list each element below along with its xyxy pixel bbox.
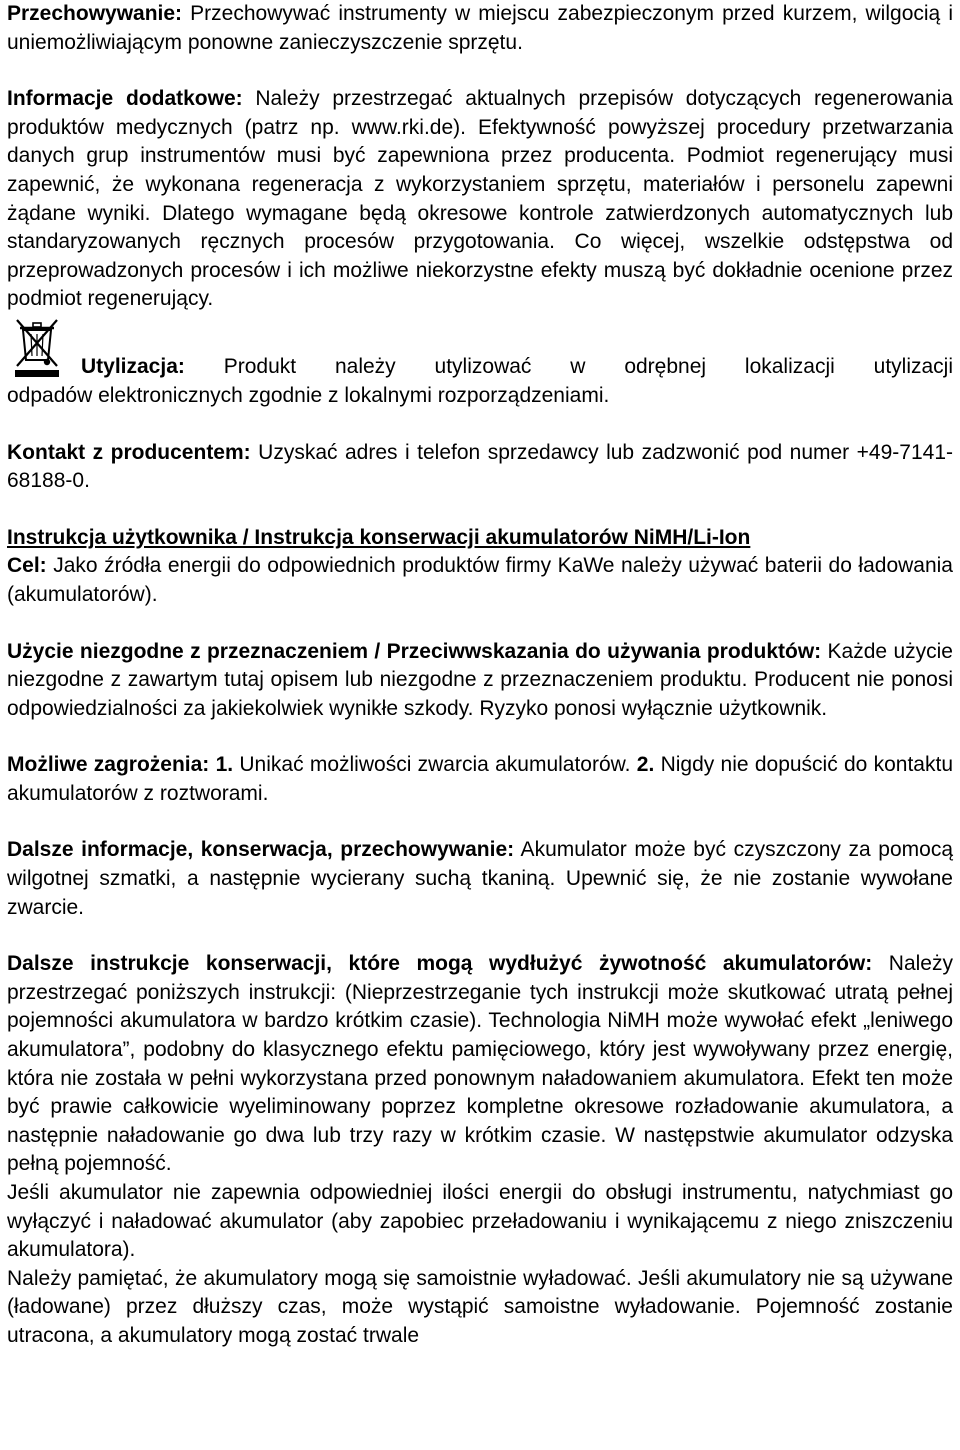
maintenance-paragraph-3: Należy pamiętać, że akumulatory mogą się samoistnie wyładować. Jeśli akumulatory nie są używane (ładowane) przez dłuższy czas, może wystąpić samoistne wyładowanie. Pojemność zostanie utracona, a akumulatory mogą zostać trwale [7, 1266, 953, 1347]
disposal-line-1 [81, 353, 953, 382]
hazards-paragraph [7, 751, 953, 808]
hazard-number-2: 2. [630, 753, 655, 777]
goal-text: Jako źródła energii do odpowiednich produktów firmy KaWe należy używać baterii do ładowania (akumulatorów). [7, 554, 953, 606]
disposal-row [7, 316, 953, 382]
misuse-label: Użycie niezgodne z przeznaczeniem / Przeciwwskazania do używania produktów: [7, 639, 822, 663]
disposal-label: Utylizacja: [81, 355, 185, 379]
contact-text: Uzyskać adres i telefon sprzedawcy lub zadzwonić pod numer +49-7141-68188-0. [7, 440, 953, 493]
further-info-paragraph [7, 836, 953, 922]
misuse-paragraph [7, 638, 953, 724]
disposal-text-1: Produkt należy utylizować w odrębnej lokalizacji utylizacji [184, 355, 953, 379]
storage-label: Przechowywanie: [7, 2, 183, 25]
misuse-text: Każde użycie niezgodne z zawartym tutaj opisem lub niezgodne z przeznaczeniem produktu. Producent nie ponosi odpowiedzialności za jakiekolwiek wynikłe szkody. Ryzyko ponosi wyłącznie użytkownik. [7, 639, 953, 720]
additional-info-text: Należy przestrzegać aktualnych przepisów dotyczących regenerowania produktów medycznych (patrz np. www.rki.de). Efektywność powyższej procedury przetwarzania danych grup instrumentów musi być zapewniona przez producenta. Podmiot regenerujący musi zapewnić, że wykonana regeneracja z wykorzystaniem sprzętu, materiałów i personelu zapewni żądane wyniki. Dlatego wymagane będą okresowe kontrole zatwierdzonych automatycznych lub standaryzowanych ręcznych procesów przygotowania. Co więcej, wszelkie odstępstwa od przeprowadzonych procesów i ich możliwe niekorzystne efekty muszą być dokładnie ocenione przez podmiot regenerujący. [7, 87, 953, 311]
hazard-text-2: Nigdy nie dopuścić do kontaktu akumulatorów z roztworami. [7, 753, 954, 805]
additional-info-paragraph [7, 85, 953, 314]
hazards-label: Możliwe zagrożenia: [7, 753, 210, 777]
storage-text: Przechowywać instrumenty w miejscu zabezpieczonym przed kurzem, wilgocią i uniemożliwiającym ponowne zanieczyszczenie sprzętu. [7, 2, 953, 54]
further-info-text: Akumulator może być czyszczony za pomocą wilgotnej szmatki, a następnie wycierany suchą tkaniną. Upewnić się, że nie zostanie wywołane zwarcie. [7, 838, 953, 919]
maintenance-paragraph [7, 950, 953, 1179]
hazard-text-1: Unikać możliwości zwarcia akumulatorów. [233, 753, 631, 777]
maintenance-label: Dalsze instrukcje konserwacji, które mogą wydłużyć żywotność akumulatorów: [7, 952, 873, 976]
maintenance-text: Należy przestrzegać poniższych instrukcji: (Nieprzestrzeganie tych instrukcji może skutkować utratą pełnej pojemności akumulatora w bardzo krótkim czasie). Technologia NiMH może wywołać efekt „leniwego akumulatora”, podobny do klasycznego efektu pamięciowego, który jest wywoływany przez energię, która nie została w pełni wykorzystana przed ponownym naładowaniem akumulatora. Efekt ten może być prawie całkowicie wyeliminowany poprzez kompletne okresowe rozładowanie akumulatora, a następnie naładowanie go dwa lub trzy razy w krótkim czasie. W następstwie akumulator odzyska pełną pojemność. [7, 952, 953, 1176]
manual-heading-text: Instrukcja użytkownika / Instrukcja konserwacji akumulatorów NiMH/Li-Ion [7, 525, 751, 549]
manual-heading [7, 524, 953, 553]
hazard-number-1: 1. [209, 753, 234, 777]
goal-paragraph [7, 552, 953, 609]
contact-label: Kontakt z producentem: [7, 440, 251, 464]
further-info-label: Dalsze informacje, konserwacja, przechowywanie: [7, 838, 515, 862]
contact-paragraph [7, 439, 953, 496]
crossed-out-wheelie-bin-icon [7, 316, 67, 378]
maintenance-paragraph-2: Jeśli akumulator nie zapewnia odpowiedniej ilości energii do obsługi instrumentu, natychmiast go wyłączyć i naładować akumulator (aby zapobiec przeładowaniu i wynikającemu z niego zniszczeniu akumulatora). [7, 1181, 953, 1262]
goal-label: Cel: [7, 554, 47, 578]
additional-info-label: Informacje dodatkowe: [7, 87, 243, 111]
storage-paragraph [7, 0, 953, 57]
disposal-line-2: odpadów elektronicznych zgodnie z lokalnymi rozporządzeniami. [7, 383, 610, 407]
